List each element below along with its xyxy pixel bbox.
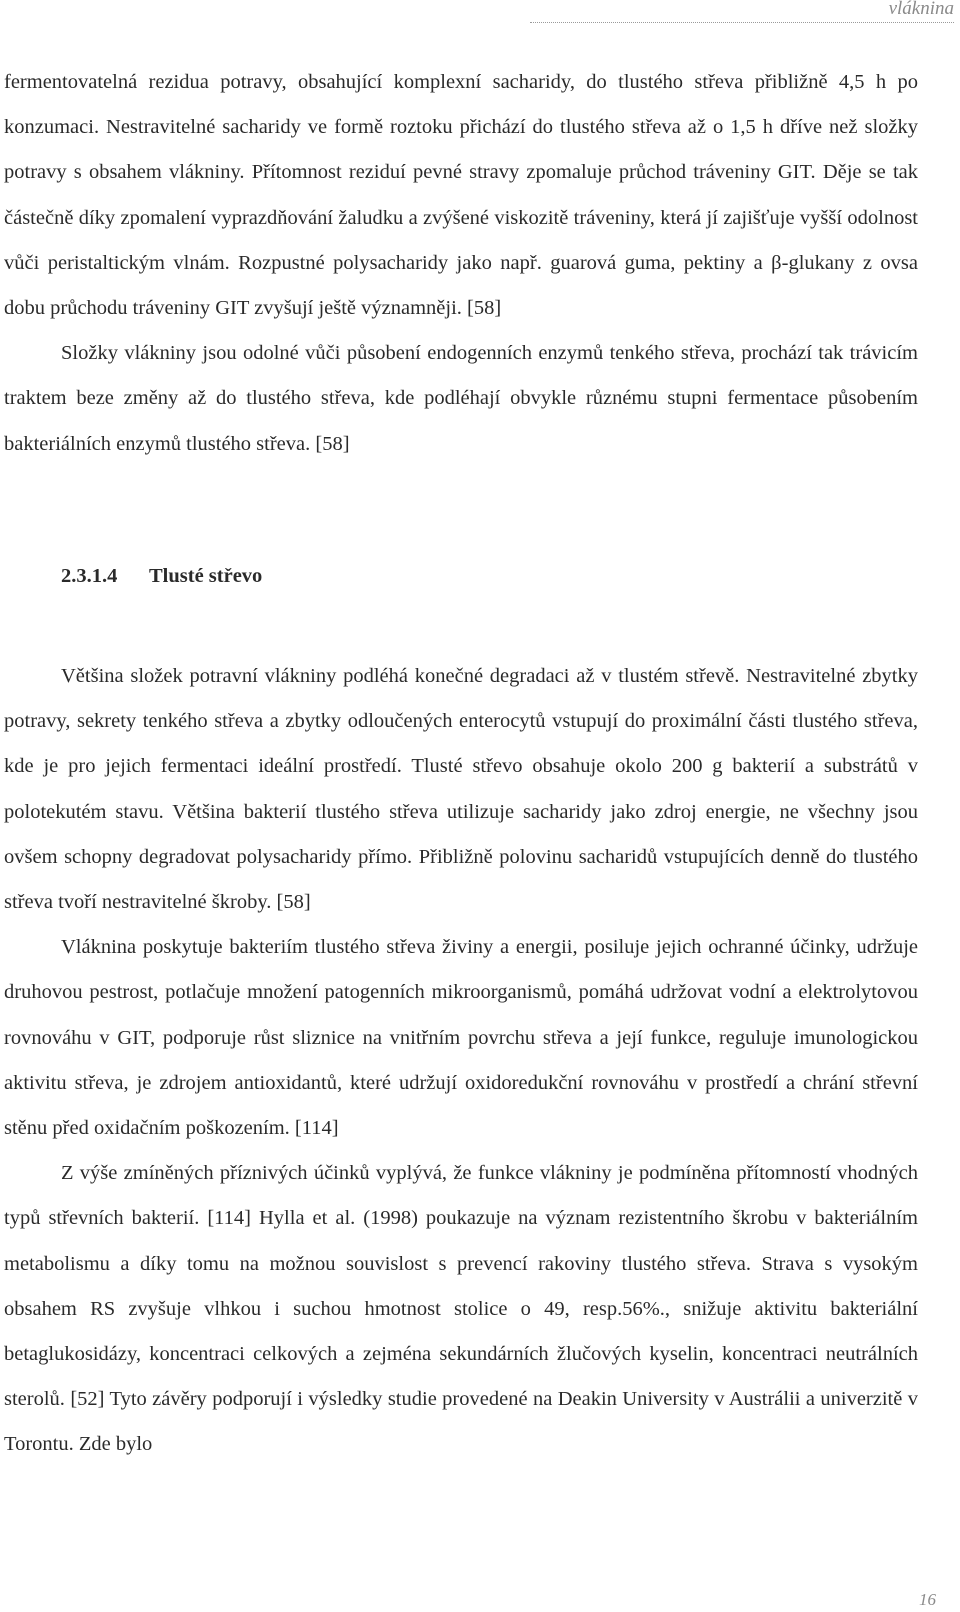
paragraph: Z výše zmíněných příznivých účinků vyplývá, že funkce vlákniny je podmíněna přítomností vhodných typů střevních bakterií. [114] Hylla et al. (1998) poukazuje na význam rezistentního škrobu v bakteriálním metabolismu a díky tomu na možnou souvislost s prevencí rakoviny tlustého střeva. Strava s vysokým obsahem RS zvyšuje vlhkou i suchou hmotnost stolice o 49, resp.56%., snižuje aktivitu bakteriální betaglukosidázy, koncentraci celkových a zejména sekundárních žlučových kyselin, koncentraci neutrálních sterolů. [52] Tyto závěry podporují i výsledky studie provedené na Deakin University v Austrálii a univerzitě v Torontu. Zde bylo xyxy=(4,1162,918,1456)
body-text-section xyxy=(4,654,918,1468)
paragraph: Většina složek potravní vlákniny podléhá konečné degradaci až v tlustém střevě. Nestravitelné zbytky potravy, sekrety tenkého střeva a zbytky odloučených enterocytů vstupují do proximální části tlustého střeva, kde je pro jejich fermentaci ideální prostředí. Tlusté střevo obsahuje okolo 200 g bakterií a substrátů v polotekutém stavu. Většina bakterií tlustého střeva utilizuje sacharidy jako zdroj energie, ne všechny jsou ovšem schopny degradovat polysacharidy přímo. Přibližně polovinu sacharidů vstupujících denně do tlustého střeva tvoří nestravitelné škroby. [58] xyxy=(4,665,918,914)
paragraph: Vláknina poskytuje bakteriím tlustého střeva živiny a energii, posiluje jejich ochranné účinky, udržuje druhovou pestrost, potlačuje množení patogenních mikroorganismů, pomáhá udržovat vodní a elektrolytovou rovnováhu v GIT, podporuje růst sliznice na vnitřním povrchu střeva a její funkce, reguluje imunologickou aktivitu střeva, je zdrojem antioxidantů, které udržují oxidoredukční rovnováhu v prostředí a chrání střevní stěnu před oxidačním poškozením. [114] xyxy=(4,936,918,1140)
paragraph: fermentovatelná rezidua potravy, obsahující komplexní sacharidy, do tlustého střeva přibližně 4,5 h po konzumaci. Nestravitelné sacharidy ve formě roztoku přichází do tlustého střeva až o 1,5 h dříve než složky potravy s obsahem vlákniny. Přítomnost reziduí pevné stravy zpomaluje průchod tráveniny GIT. Děje se tak částečně díky zpomalení vyprazdňování žaludku a zvýšené viskozitě tráveniny, která jí zajišťuje vyšší odolnost vůči peristaltickým vlnám. Rozpustné polysacharidy jako např. guarová guma, pektiny a β-glukany z ovsa dobu průchodu tráveniny GIT zvyšují ještě významněji. [58] xyxy=(4,71,918,320)
section-title: Tlusté střevo xyxy=(149,565,263,587)
paragraph: Složky vlákniny jsou odolné vůči působení endogenních enzymů tenkého střeva, prochází tak trávicím traktem beze změny až do tlustého střeva, kde podléhají obvykle různému stupni fermentace působením bakteriálních enzymů tlustého střeva. [58] xyxy=(4,342,918,455)
page-number: 16 xyxy=(919,1590,936,1609)
body-text-top xyxy=(4,60,918,467)
running-header xyxy=(530,0,954,23)
section-number: 2.3.1.4 xyxy=(61,565,118,587)
section-heading xyxy=(61,565,262,588)
running-title: vláknina xyxy=(888,0,954,19)
